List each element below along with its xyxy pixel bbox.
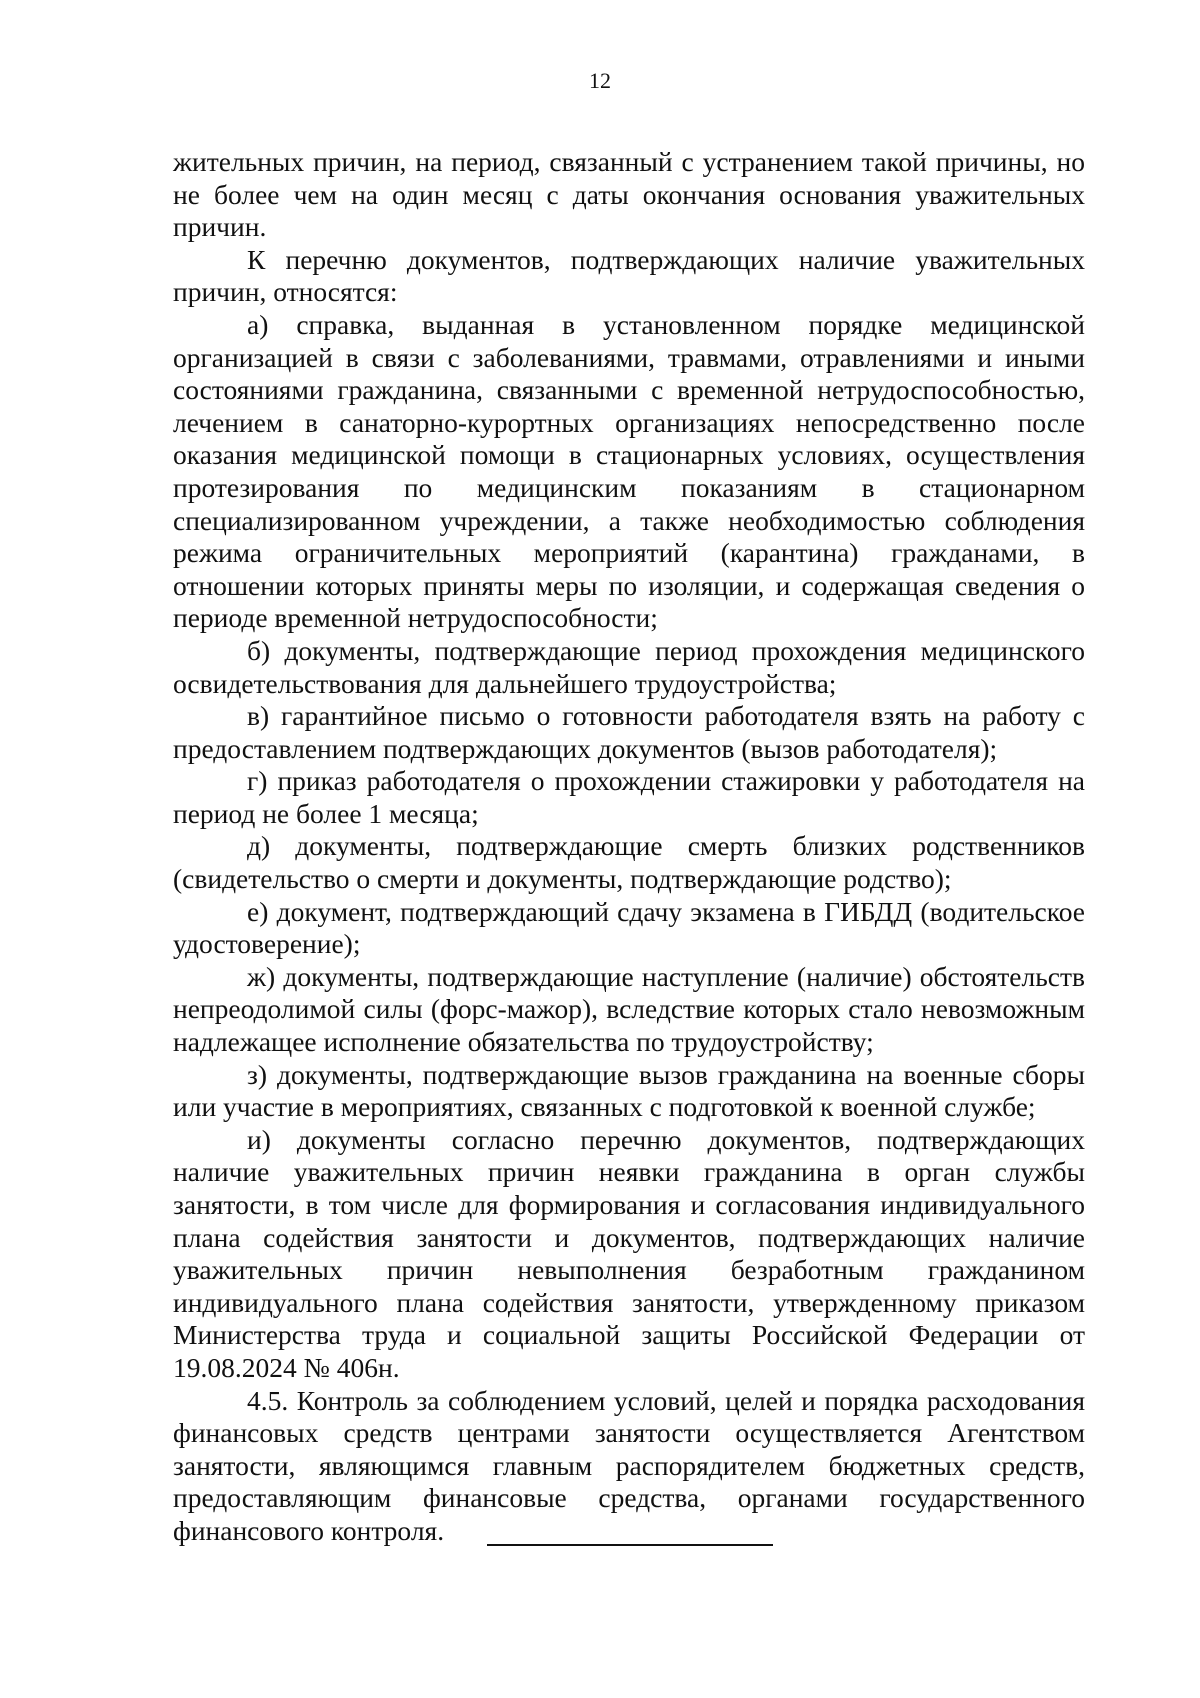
list-item-v: в) гарантийное письмо о готовности работодателя взять на работу с предоставлением подтверждающих документов (вызов работодателя); — [173, 700, 1085, 764]
paragraph-continuation: жительных причин, на период, связанный с устранением такой причины, но не более чем на один месяц с даты окончания основания уважительных причин. — [173, 146, 1085, 243]
document-body — [173, 146, 1085, 1548]
list-item-a: а) справка, выданная в установленном порядке медицинской организацией в связи с заболеваниями, травмами, отравлениями и иными состояниями гражданина, связанными с временной нетрудоспособностью, лечением в санаторно-курортных организациях непосредственно после оказания медицинской помощи в стационарных условиях, осуществления протезирования по медицинским показаниям в стационарном специализированном учреждении, а также необходимостью соблюдения режима ограничительных мероприятий (карантина) гражданами, в отношении которых приняты меры по изоляции, и содержащая сведения о периоде временной нетрудоспособности; — [173, 308, 1085, 634]
section-4-5: 4.5. Контроль за соблюдением условий, целей и порядка расходования финансовых средств центрами занятости осуществляется Агентством занятости, являющимся главным распорядителем бюджетных средств, предоставляющим финансовые средства, органами государственного финансового контроля. — [173, 1384, 1085, 1546]
list-item-i: и) документы согласно перечню документов, подтверждающих наличие уважительных причин неявки гражданина в орган службы занятости, в том числе для формирования и согласования индивидуального плана содействия занятости и документов, подтверждающих наличие уважительных причин невыполнения безработным гражданином индивидуального плана содействия занятости, утвержденному приказом Министерства труда и социальной защиты Российской Федерации от 19.08.2024 № 406н. — [173, 1123, 1085, 1383]
list-item-zh: ж) документы, подтверждающие наступление (наличие) обстоятельств непреодолимой силы (форс-мажор), вследствие которых стало невозможным надлежащее исполнение обязательства по трудоустройству; — [173, 960, 1085, 1058]
paragraph-list-intro: К перечню документов, подтверждающих наличие уважительных причин, относятся: — [173, 243, 1085, 308]
page-number: 12 — [589, 68, 611, 93]
list-item-z: з) документы, подтверждающие вызов гражданина на военные сборы или участие в мероприятиях, связанных с подготовкой к военной службе; — [173, 1058, 1085, 1123]
list-item-g: г) приказ работодателя о прохождении стажировки у работодателя на период не более 1 месяца; — [173, 765, 1085, 829]
list-item-e: е) документ, подтверждающий сдачу экзамена в ГИБДД (водительское удостоверение); — [173, 895, 1085, 960]
list-item-b: б) документы, подтверждающие период прохождения медицинского освидетельствования для дальнейшего трудоустройства; — [173, 634, 1085, 699]
list-item-d: д) документы, подтверждающие смерть близких родственников (свидетельство о смерти и документы, подтверждающие родство); — [173, 830, 1085, 895]
end-divider — [487, 1544, 773, 1546]
